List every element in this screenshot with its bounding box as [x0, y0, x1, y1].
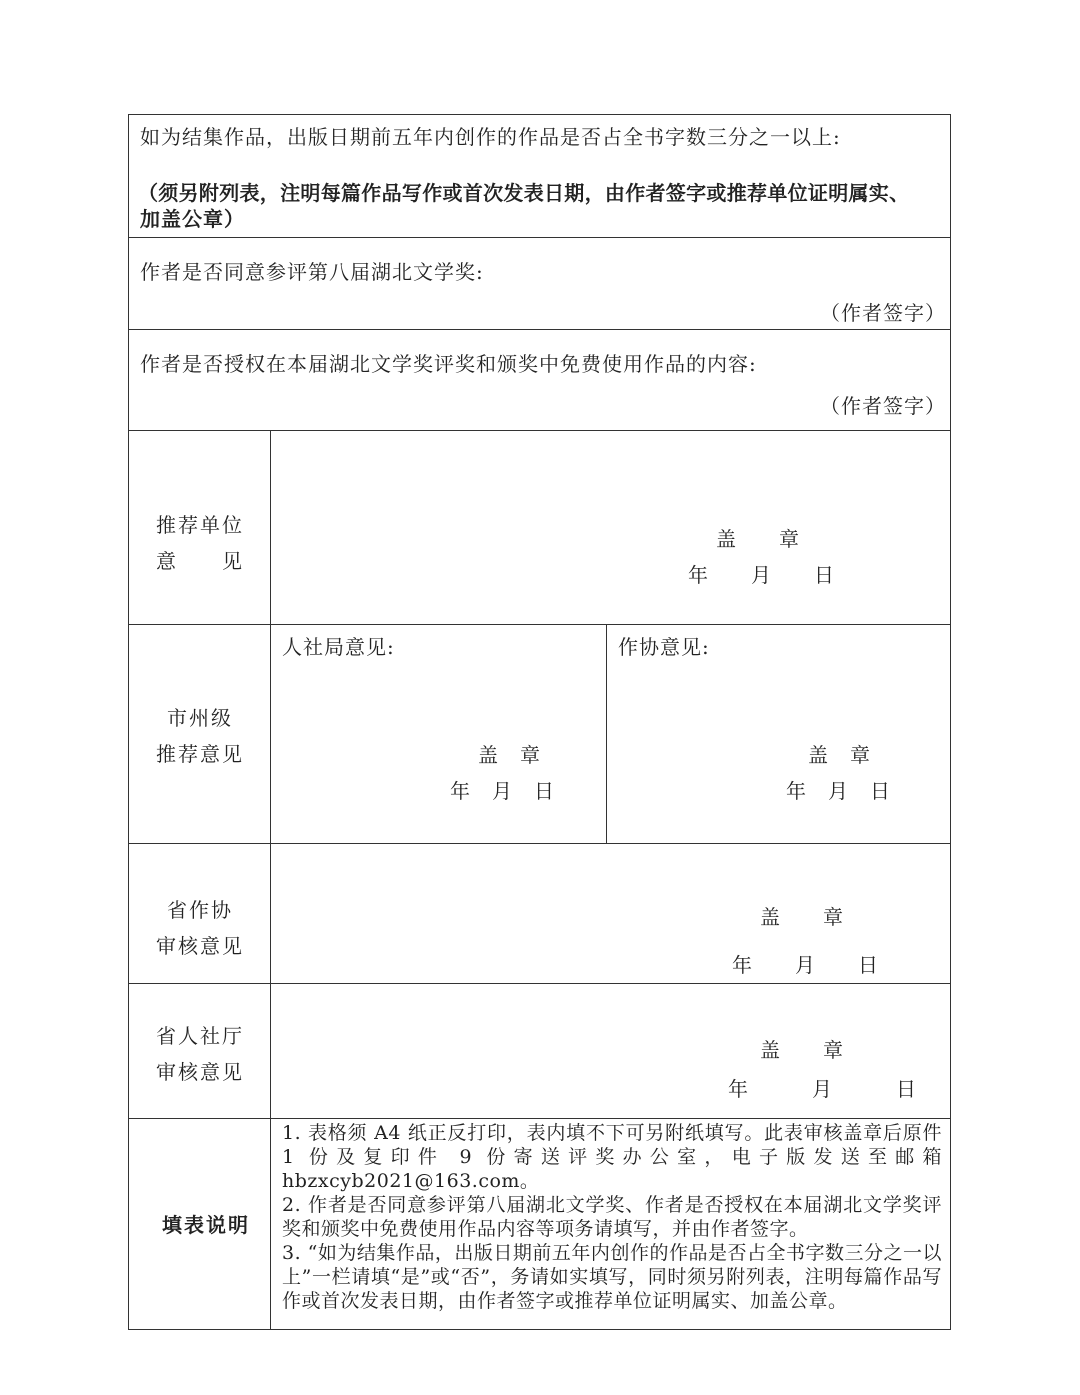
- writers-assoc-opinion-title: 作协意见:: [618, 635, 710, 659]
- writers-assoc-date: 年 月 日: [786, 779, 891, 803]
- province-writers-label: [130, 892, 270, 964]
- consent-question: 作者是否同意参评第八届湖北文学奖:: [140, 260, 484, 284]
- compilation-note-line1: （须另附列表，注明每篇作品写作或首次发表日期，由作者签字或推荐单位证明属实、: [138, 181, 910, 205]
- province-hr-label: [130, 1018, 270, 1090]
- label-column-divider: [270, 430, 271, 1330]
- author-signature-consent[interactable]: （作者签字）: [820, 301, 946, 325]
- hr-bureau-date: 年 月 日: [450, 779, 555, 803]
- instructions-text: [282, 1121, 942, 1313]
- recommend-unit-label-line2: 意 见: [156, 549, 244, 573]
- row-divider: [128, 237, 951, 238]
- province-hr-label-line1: 省人社厅: [156, 1024, 244, 1048]
- instructions-label: 填表说明: [162, 1213, 250, 1237]
- city-column-divider: [606, 624, 607, 843]
- hr-bureau-stamp: 盖 章: [478, 743, 541, 767]
- compilation-note-line2: 加盖公章）: [140, 207, 245, 231]
- row-divider: [128, 624, 951, 625]
- row-divider: [128, 983, 951, 984]
- city-level-label-line1: 市州级: [167, 706, 233, 730]
- province-writers-stamp: 盖 章: [760, 905, 844, 929]
- author-signature-authorization[interactable]: （作者签字）: [820, 394, 946, 418]
- authorization-question: 作者是否授权在本届湖北文学奖评奖和颁奖中免费使用作品的内容:: [140, 352, 757, 376]
- row-divider: [128, 843, 951, 844]
- instruction-item-3: 3. “如为结集作品，出版日期前五年内创作的作品是否占全书字数三分之一以上”一栏请填“是”或“否”，务请如实填写，同时须另附列表，注明每篇作品写作或首次发表日期，由作者签字或推荐单位证明属实、加盖公章。: [282, 1242, 942, 1312]
- province-hr-stamp: 盖 章: [760, 1038, 844, 1062]
- row-divider: [128, 430, 951, 431]
- hr-bureau-opinion-title: 人社局意见:: [282, 635, 395, 659]
- compilation-question: 如为结集作品，出版日期前五年内创作的作品是否占全书字数三分之一以上:: [140, 125, 841, 149]
- recommend-unit-label-line1: 推荐单位: [156, 513, 244, 537]
- province-writers-label-line1: 省作协: [167, 898, 233, 922]
- recommend-unit-label: [130, 507, 270, 579]
- city-level-label-line2: 推荐意见: [156, 742, 244, 766]
- province-hr-label-line2: 审核意见: [156, 1060, 244, 1084]
- instruction-item-1: 1. 表格须 A4 纸正反打印，表内填不下可另附纸填写。此表审核盖章后原件 1 份及复印件 9 份寄送评奖办公室，电子版发送至邮箱 hbzxcyb2021@163.com。: [282, 1122, 942, 1192]
- row-divider: [128, 1118, 951, 1119]
- writers-assoc-stamp: 盖 章: [808, 743, 871, 767]
- city-level-label: [130, 700, 270, 772]
- instruction-item-2: 2. 作者是否同意参评第八届湖北文学奖、作者是否授权在本届湖北文学奖评奖和颁奖中免费使用作品内容等项务请填写，并由作者签字。: [282, 1194, 942, 1240]
- province-hr-date: 年 月 日: [728, 1077, 917, 1101]
- recommend-date: 年 月 日: [688, 563, 835, 587]
- row-divider: [128, 329, 951, 330]
- recommend-stamp: 盖 章: [716, 527, 800, 551]
- province-writers-date: 年 月 日: [732, 953, 879, 977]
- province-writers-label-line2: 审核意见: [156, 934, 244, 958]
